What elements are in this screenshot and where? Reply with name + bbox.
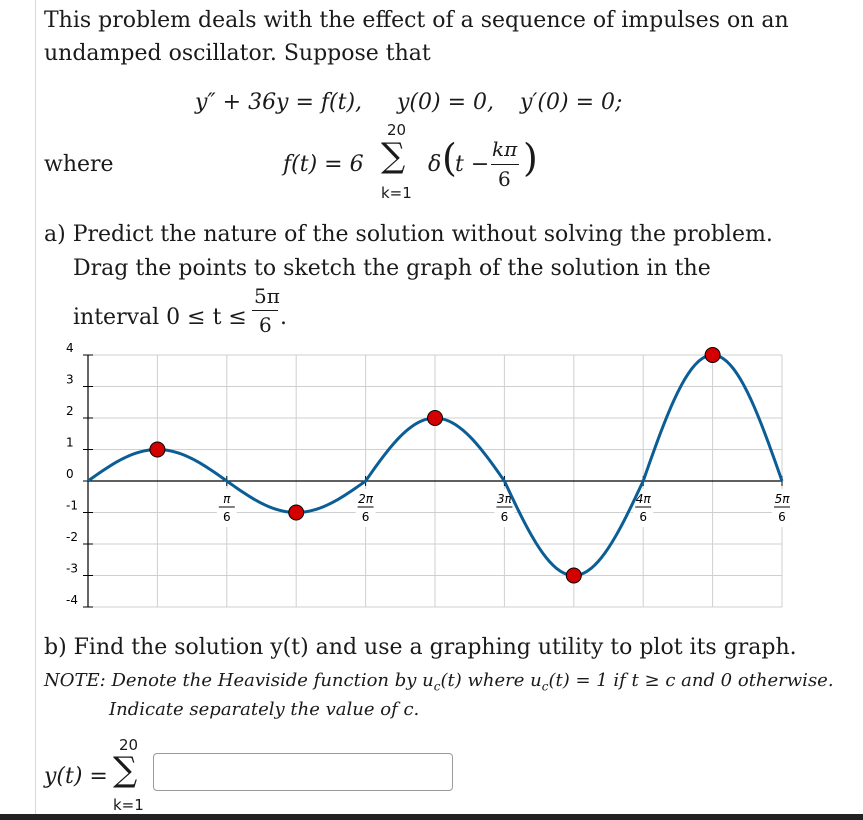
part-a-line-1: a) Predict the nature of the solution without solving the problem. <box>44 222 773 247</box>
x-tick-label-den: 6 <box>361 510 370 524</box>
forcing-frac-den: 6 <box>498 167 511 191</box>
initial-condition-y: y(0) = 0, <box>397 90 495 115</box>
sigma-icon: ∑ <box>381 136 406 176</box>
interval-frac-den: 6 <box>259 313 272 337</box>
left-paren: ( <box>442 136 457 180</box>
interval-frac-bar <box>252 310 278 311</box>
where-label: where <box>44 152 114 177</box>
y-tick-label: -4 <box>66 593 78 607</box>
page-bottom-bar <box>0 814 863 820</box>
delta-symbol: δ <box>428 152 442 177</box>
part-b-note-2: Indicate separately the value of c. <box>109 699 420 720</box>
y-tick-label: -1 <box>66 498 78 513</box>
part-a-line-2: Drag the points to sketch the graph of the solution in the <box>73 256 711 281</box>
note-sub-c2: c <box>541 679 549 694</box>
right-paren: ) <box>523 136 538 180</box>
note-sub-c1: c <box>433 679 441 694</box>
forcing-frac-num: kπ <box>492 137 518 161</box>
answer-input[interactable] <box>153 753 453 791</box>
forcing-sum-upper: 20 <box>387 121 407 139</box>
x-tick-label-den: 6 <box>222 510 231 524</box>
initial-condition-yprime: y′(0) = 0; <box>520 90 623 115</box>
note-part-2: (t) where u <box>440 670 542 691</box>
y-tick-label: 0 <box>66 467 74 481</box>
forcing-frac-bar <box>491 164 519 165</box>
answer-sum-upper: 20 <box>119 736 139 754</box>
forcing-t-minus: t − <box>455 152 490 177</box>
part-b-line-1: b) Find the solution y(t) and use a graphing utility to plot its graph. <box>44 635 797 660</box>
forcing-sum-lower: k=1 <box>381 184 412 202</box>
y-tick-label: 2 <box>66 404 74 418</box>
draggable-point[interactable] <box>566 568 581 583</box>
x-tick-label-num: 2π <box>358 492 374 506</box>
x-tick-label-num: 3π <box>496 492 512 506</box>
intro-line-1: This problem deals with the effect of a sequence of impulses on an <box>44 8 789 33</box>
solution-sketch-graph[interactable] <box>0 340 863 620</box>
part-b-note <box>44 669 834 699</box>
forcing-lhs: f(t) = 6 <box>283 152 364 177</box>
interval-period: . <box>280 305 287 330</box>
answer-lhs: y(t) = <box>44 764 108 789</box>
x-tick-label-num: 4π <box>635 492 651 506</box>
x-tick-label-den: 6 <box>500 510 509 524</box>
x-tick-label-den: 6 <box>639 510 648 524</box>
draggable-point[interactable] <box>150 442 165 457</box>
answer-sigma-icon: ∑ <box>113 750 138 790</box>
y-tick-label: -2 <box>66 530 78 544</box>
y-tick-label: 4 <box>66 341 74 355</box>
intro-line-2: undamped oscillator. Suppose that <box>44 41 431 66</box>
answer-sum-lower: k=1 <box>113 796 144 814</box>
ode-equation: y″ + 36y = f(t), <box>195 90 363 115</box>
x-tick-label-num: π <box>223 492 231 506</box>
x-tick-label-num: 5π <box>774 492 790 506</box>
note-part-1: NOTE: Denote the Heaviside function by u <box>44 670 434 691</box>
note-part-3: (t) = 1 if t ≥ c and 0 otherwise. <box>548 670 834 691</box>
y-tick-label: -3 <box>66 561 78 576</box>
y-tick-label: 1 <box>66 435 74 450</box>
interval-frac-num: 5π <box>254 284 280 308</box>
y-tick-label: 3 <box>66 372 74 387</box>
part-a-interval: interval 0 ≤ t ≤ <box>73 305 247 330</box>
draggable-point[interactable] <box>428 411 443 426</box>
draggable-point[interactable] <box>289 505 304 520</box>
draggable-point[interactable] <box>705 348 720 363</box>
x-tick-label-den: 6 <box>778 510 786 524</box>
